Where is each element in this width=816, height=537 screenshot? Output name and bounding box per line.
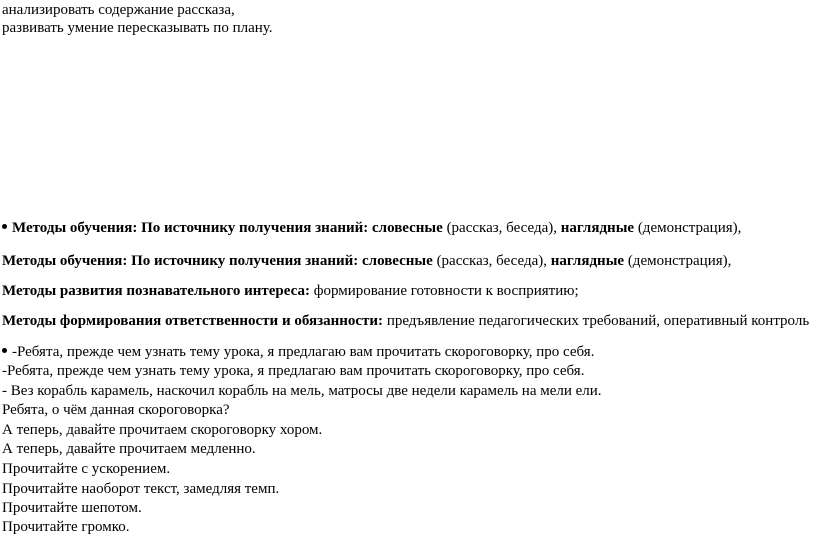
dialogue-line-10: Прочитайте громко. <box>2 519 130 535</box>
dialogue-text: -Ребята, прежде чем узнать тему урока, я предлагаю вам прочитать скороговорку, про себя. <box>12 344 595 360</box>
methods-text: (рассказ, беседа), <box>442 220 561 236</box>
methods-bold: наглядные <box>550 253 625 269</box>
dialogue-line-1 <box>2 343 594 361</box>
goal-line-2: развивать умение пересказывать по плану. <box>2 20 273 36</box>
methods-text: (рассказ, беседа), <box>432 253 551 269</box>
methods-text: (демонстрация), <box>634 220 742 236</box>
methods-line-2 <box>2 252 731 270</box>
dialogue-line-2: -Ребята, прежде чем узнать тему урока, я предлагаю вам прочитать скороговорку, про себя. <box>2 363 585 379</box>
methods-bold: Методы обучения: По источнику получения знаний: словесные <box>2 253 433 269</box>
dialogue-line-3: - Вез корабль карамель, наскочил корабль на мель, матросы две недели карамель на мели ели. <box>2 383 602 399</box>
goal-line-1: анализировать содержание рассказа, <box>2 2 235 18</box>
methods-text: предъявление педагогических требований, оперативный контроль <box>383 313 810 329</box>
methods-line-1 <box>2 219 741 237</box>
methods-bold: Методы обучения: По источнику получения знаний: словесные <box>12 220 443 236</box>
dialogue-line-4: Ребята, о чём данная скороговорка? <box>2 402 230 418</box>
dialogue-line-6: А теперь, давайте прочитаем медленно. <box>2 441 256 457</box>
bullet-icon <box>2 348 7 353</box>
methods-bold: наглядные <box>560 220 635 236</box>
methods-text: формирование готовности к восприятию; <box>309 283 579 299</box>
methods-bold: Методы развития познавательного интереса: <box>2 283 310 299</box>
bullet-icon <box>2 224 7 229</box>
methods-text: (демонстрация), <box>624 253 732 269</box>
dialogue-line-5: А теперь, давайте прочитаем скороговорку хором. <box>2 422 323 438</box>
methods-bold: Методы формирования ответственности и обязанности: <box>2 313 384 329</box>
dialogue-line-9: Прочитайте шепотом. <box>2 500 142 516</box>
methods-line-3 <box>2 282 579 300</box>
dialogue-line-7: Прочитайте с ускорением. <box>2 461 171 477</box>
dialogue-line-8: Прочитайте наоборот текст, замедляя темп. <box>2 481 280 497</box>
methods-line-4 <box>2 312 809 330</box>
